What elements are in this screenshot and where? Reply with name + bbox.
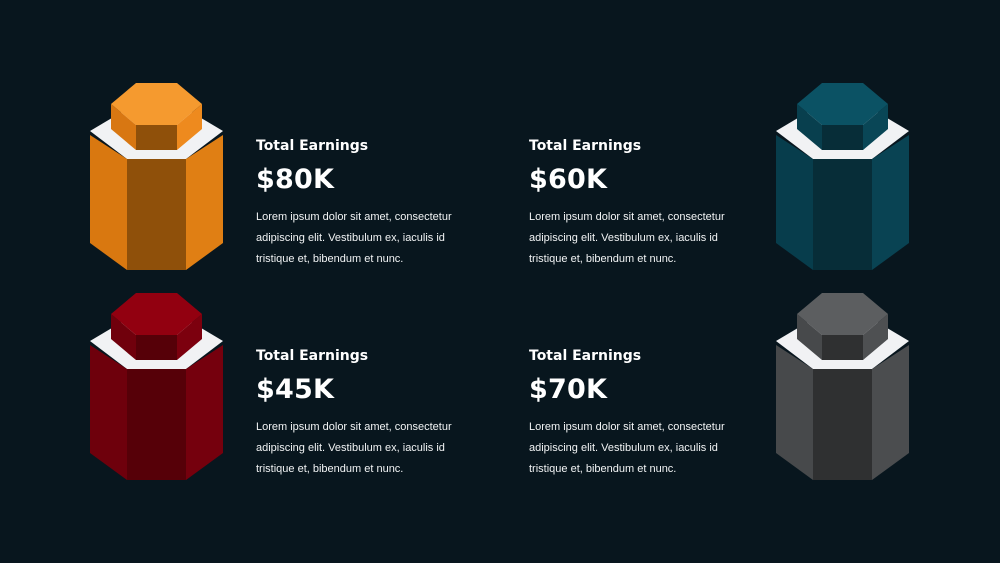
earnings-card-1 xyxy=(256,138,486,270)
hexagon-block-icon xyxy=(776,83,910,271)
earnings-card-4 xyxy=(529,348,759,480)
card-description: Lorem ipsum dolor sit amet, consectetur adipiscing elit. Vestibulum ex, iaculis id tristique et, bibendum et nunc. xyxy=(529,421,725,475)
card-title: Total Earnings xyxy=(529,138,642,154)
card-value: $80K xyxy=(256,164,335,195)
cap-front-face xyxy=(136,335,177,360)
block-left-face xyxy=(90,345,127,480)
block-left-face xyxy=(776,345,813,480)
block-right-face xyxy=(186,135,223,270)
block-front-face xyxy=(813,369,872,480)
hexagon-block-icon xyxy=(90,293,224,481)
cap-front-face xyxy=(136,125,177,150)
block-right-face xyxy=(872,135,909,270)
card-description: Lorem ipsum dolor sit amet, consectetur adipiscing elit. Vestibulum ex, iaculis id tristique et, bibendum et nunc. xyxy=(256,421,452,475)
cap-front-face xyxy=(822,335,863,360)
card-value: $70K xyxy=(529,374,608,405)
block-right-face xyxy=(872,345,909,480)
block-front-face xyxy=(127,369,186,480)
card-description: Lorem ipsum dolor sit amet, consectetur adipiscing elit. Vestibulum ex, iaculis id tristique et, bibendum et nunc. xyxy=(256,211,452,265)
block-left-face xyxy=(90,135,127,270)
card-title: Total Earnings xyxy=(256,348,369,364)
card-title: Total Earnings xyxy=(529,348,642,364)
card-title: Total Earnings xyxy=(256,138,369,154)
cap-front-face xyxy=(822,125,863,150)
hexagon-block-icon xyxy=(776,293,910,481)
block-right-face xyxy=(186,345,223,480)
card-value: $45K xyxy=(256,374,335,405)
card-description: Lorem ipsum dolor sit amet, consectetur adipiscing elit. Vestibulum ex, iaculis id tristique et, bibendum et nunc. xyxy=(529,211,725,265)
block-front-face xyxy=(127,159,186,270)
block-left-face xyxy=(776,135,813,270)
hexagon-block-icon xyxy=(90,83,224,271)
earnings-card-2 xyxy=(529,138,759,270)
card-value: $60K xyxy=(529,164,608,195)
block-front-face xyxy=(813,159,872,270)
earnings-card-3 xyxy=(256,348,486,480)
